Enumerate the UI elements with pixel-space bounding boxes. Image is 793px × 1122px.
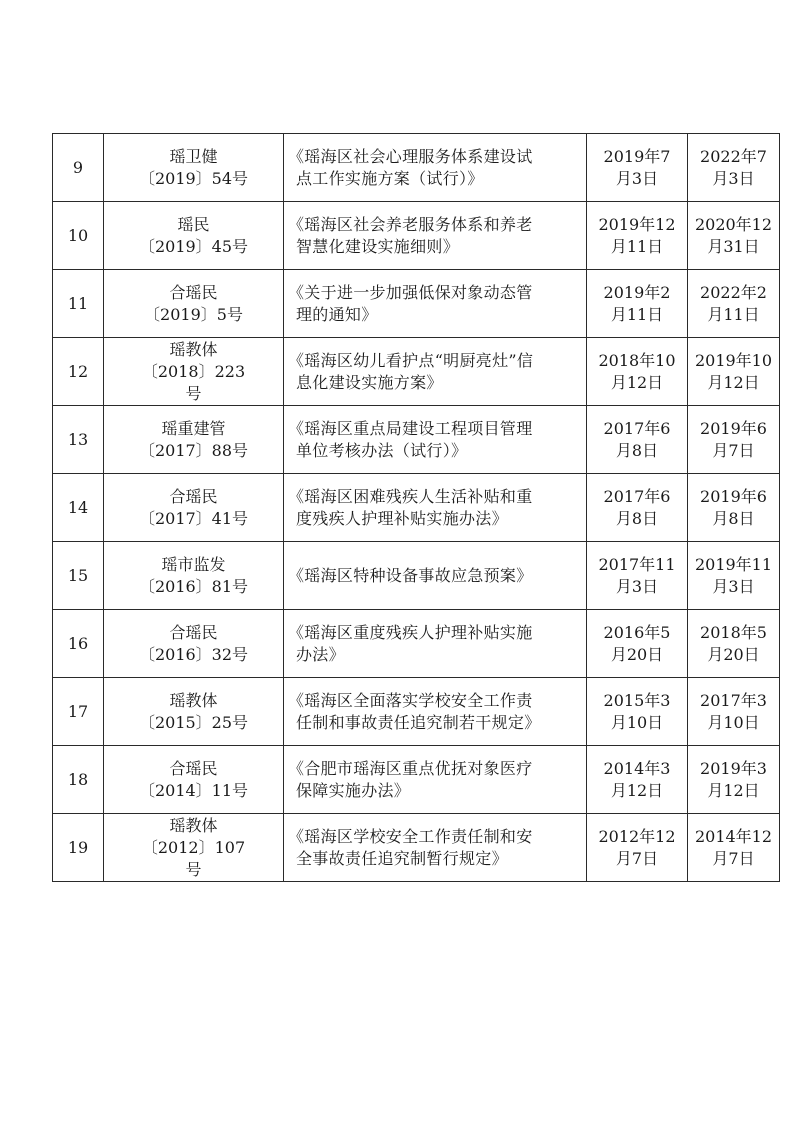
row-number-cell [53,542,104,610]
row-number-cell [53,610,104,678]
row-number: 15 [67,565,89,585]
document-number-line: 〔2012〕107 [141,837,246,857]
expiry-date-line: 月11日 [707,304,760,324]
effective-date-cell [587,678,688,746]
document-number-line: 〔2019〕5号 [144,304,243,324]
expiry-date-line: 2019年11 [694,554,773,574]
row-number-cell [53,814,104,882]
document-title-cell [284,814,587,882]
expiry-date-line: 月20日 [707,644,760,664]
document-title-line: 息化建设实施方案》 [296,372,443,392]
effective-date-line: 2014年3 [603,758,671,778]
row-number: 12 [67,361,89,381]
effective-date-cell [587,202,688,270]
document-number-line: 号 [185,859,202,879]
document-title-cell [284,202,587,270]
row-number-cell [53,678,104,746]
document-title-line: 《瑶海区社会养老服务体系和养老 [288,214,533,234]
document-title-line: 任制和事故责任追究制若干规定》 [296,712,541,732]
expiry-date-line: 2014年12 [694,826,773,846]
document-number-cell [104,814,284,882]
policy-documents-table [52,133,780,882]
effective-date-line: 月12日 [610,372,664,392]
expiry-date-cell [688,270,780,338]
effective-date-line: 2017年6 [603,486,671,506]
document-title-line: 度残疾人护理补贴实施办法》 [296,508,508,528]
document-number-line: 瑶教体 [169,690,218,710]
document-title-cell [284,474,587,542]
document-number-line: 〔2016〕81号 [138,576,249,596]
expiry-date-cell [688,610,780,678]
document-number-line: 〔2017〕88号 [138,440,249,460]
expiry-date-line: 月10日 [707,712,760,732]
effective-date-line: 2016年5 [603,622,671,642]
document-number-line: 瑶卫健 [169,146,218,166]
document-number-line: 号 [185,383,202,403]
row-number: 10 [67,225,89,245]
effective-date-line: 2012年12 [598,826,676,846]
effective-date-line: 月3日 [615,576,659,596]
effective-date-line: 2017年6 [603,418,671,438]
document-title-line: 办法》 [296,644,345,664]
effective-date-line: 2018年10 [598,350,676,370]
document-number-line: 合瑶民 [169,282,218,302]
document-title-cell [284,746,587,814]
table-row [53,406,780,474]
effective-date-cell [587,474,688,542]
expiry-date-line: 2019年3 [700,758,767,778]
expiry-date-line: 月12日 [707,780,760,800]
effective-date-cell [587,814,688,882]
document-title-line: 智慧化建设实施细则》 [296,236,460,256]
table-row [53,610,780,678]
row-number: 19 [67,837,89,857]
row-number: 17 [67,701,89,721]
effective-date-cell [587,610,688,678]
document-number-line: 瑶教体 [169,339,218,359]
effective-date-cell [587,338,688,406]
table-body [53,134,780,882]
document-number-line: 〔2019〕54号 [138,168,249,188]
row-number: 11 [67,293,89,313]
document-number-cell [104,542,284,610]
expiry-date-cell [688,814,780,882]
table-row [53,474,780,542]
document-page [52,133,773,882]
expiry-date-line: 月3日 [712,576,755,596]
document-number-line: 〔2017〕41号 [138,508,249,528]
document-number-cell [104,610,284,678]
document-number-line: 〔2016〕32号 [138,644,249,664]
expiry-date-line: 2022年7 [700,146,767,166]
expiry-date-line: 2020年12 [694,214,773,234]
effective-date-line: 月11日 [610,304,664,324]
document-title-line: 《合肥市瑶海区重点优抚对象医疗 [288,758,533,778]
document-number-line: 〔2018〕223 [141,361,246,381]
table-row [53,270,780,338]
row-number-cell [53,746,104,814]
document-title-line: 点工作实施方案（试行）》 [296,168,484,188]
document-title-line: 全事故责任追究制暂行规定》 [296,848,508,868]
effective-date-line: 2015年3 [603,690,671,710]
effective-date-line: 2017年11 [598,554,676,574]
row-number: 18 [67,769,89,789]
table-row [53,746,780,814]
expiry-date-line: 月3日 [712,168,755,188]
row-number-cell [53,134,104,202]
document-number-cell [104,270,284,338]
document-number-line: 合瑶民 [169,758,218,778]
table-row [53,814,780,882]
expiry-date-line: 月8日 [712,508,755,528]
table-row [53,338,780,406]
document-number-cell [104,134,284,202]
document-number-line: 瑶教体 [169,815,218,835]
expiry-date-line: 2019年10 [694,350,773,370]
effective-date-line: 月11日 [610,236,664,256]
document-number-line: 〔2019〕45号 [138,236,249,256]
table-row [53,678,780,746]
document-title-line: 《瑶海区社会心理服务体系建设试 [288,146,533,166]
effective-date-cell [587,746,688,814]
effective-date-line: 月3日 [615,168,659,188]
effective-date-cell [587,270,688,338]
expiry-date-cell [688,134,780,202]
document-number-cell [104,474,284,542]
document-title-line: 《关于进一步加强低保对象动态管 [288,282,533,302]
effective-date-line: 2019年7 [603,146,671,166]
document-title-cell [284,338,587,406]
table-row [53,134,780,202]
document-number-line: 〔2015〕25号 [138,712,249,732]
document-number-cell [104,406,284,474]
expiry-date-line: 2019年6 [700,486,767,506]
table-row [53,202,780,270]
row-number: 14 [67,497,89,517]
document-title-cell [284,406,587,474]
document-title-line: 《瑶海区重点局建设工程项目管理 [288,418,533,438]
document-title-line: 《瑶海区学校安全工作责任制和安 [288,826,533,846]
effective-date-line: 月12日 [610,780,664,800]
effective-date-line: 月10日 [610,712,664,732]
document-number-line: 合瑶民 [169,486,218,506]
document-number-line: 瑶重建管 [161,418,226,438]
effective-date-cell [587,542,688,610]
effective-date-line: 月8日 [615,508,659,528]
row-number-cell [53,474,104,542]
expiry-date-line: 2017年3 [700,690,767,710]
expiry-date-line: 2022年2 [700,282,767,302]
row-number-cell [53,202,104,270]
document-title-line: 理的通知》 [296,304,378,324]
expiry-date-cell [688,338,780,406]
document-title-line: 保障实施办法》 [296,780,411,800]
row-number: 13 [67,429,89,449]
effective-date-line: 月8日 [615,440,659,460]
document-number-line: 合瑶民 [169,622,218,642]
effective-date-line: 2019年12 [598,214,676,234]
document-number-cell [104,678,284,746]
expiry-date-line: 2019年6 [700,418,767,438]
document-title-line: 《瑶海区幼儿看护点“明厨亮灶”信 [288,350,534,370]
document-title-cell [284,270,587,338]
document-title-line: 《瑶海区全面落实学校安全工作责 [288,690,533,710]
document-title-cell [284,542,587,610]
expiry-date-cell [688,406,780,474]
expiry-date-cell [688,746,780,814]
document-number-cell [104,202,284,270]
document-title-line: 《瑶海区特种设备事故应急预案》 [288,565,533,585]
expiry-date-line: 月7日 [712,848,755,868]
expiry-date-line: 月31日 [707,236,760,256]
expiry-date-cell [688,542,780,610]
row-number-cell [53,338,104,406]
expiry-date-cell [688,202,780,270]
document-title-line: 《瑶海区困难残疾人生活补贴和重 [288,486,533,506]
effective-date-line: 月20日 [610,644,664,664]
expiry-date-cell [688,678,780,746]
document-number-line: 瑶民 [177,214,210,234]
document-number-line: 〔2014〕11号 [138,780,249,800]
expiry-date-cell [688,474,780,542]
document-title-line: 单位考核办法（试行）》 [296,440,468,460]
document-number-cell [104,746,284,814]
row-number-cell [53,270,104,338]
document-title-cell [284,610,587,678]
document-title-line: 《瑶海区重度残疾人护理补贴实施 [288,622,533,642]
document-title-cell [284,678,587,746]
expiry-date-line: 2018年5 [700,622,767,642]
document-number-line: 瑶市监发 [161,554,226,574]
expiry-date-line: 月7日 [712,440,755,460]
row-number: 16 [67,633,89,653]
effective-date-line: 月7日 [615,848,659,868]
effective-date-line: 2019年2 [603,282,671,302]
expiry-date-line: 月12日 [707,372,760,392]
row-number: 9 [72,157,84,177]
effective-date-cell [587,134,688,202]
table-row [53,542,780,610]
effective-date-cell [587,406,688,474]
document-title-cell [284,134,587,202]
row-number-cell [53,406,104,474]
document-number-cell [104,338,284,406]
